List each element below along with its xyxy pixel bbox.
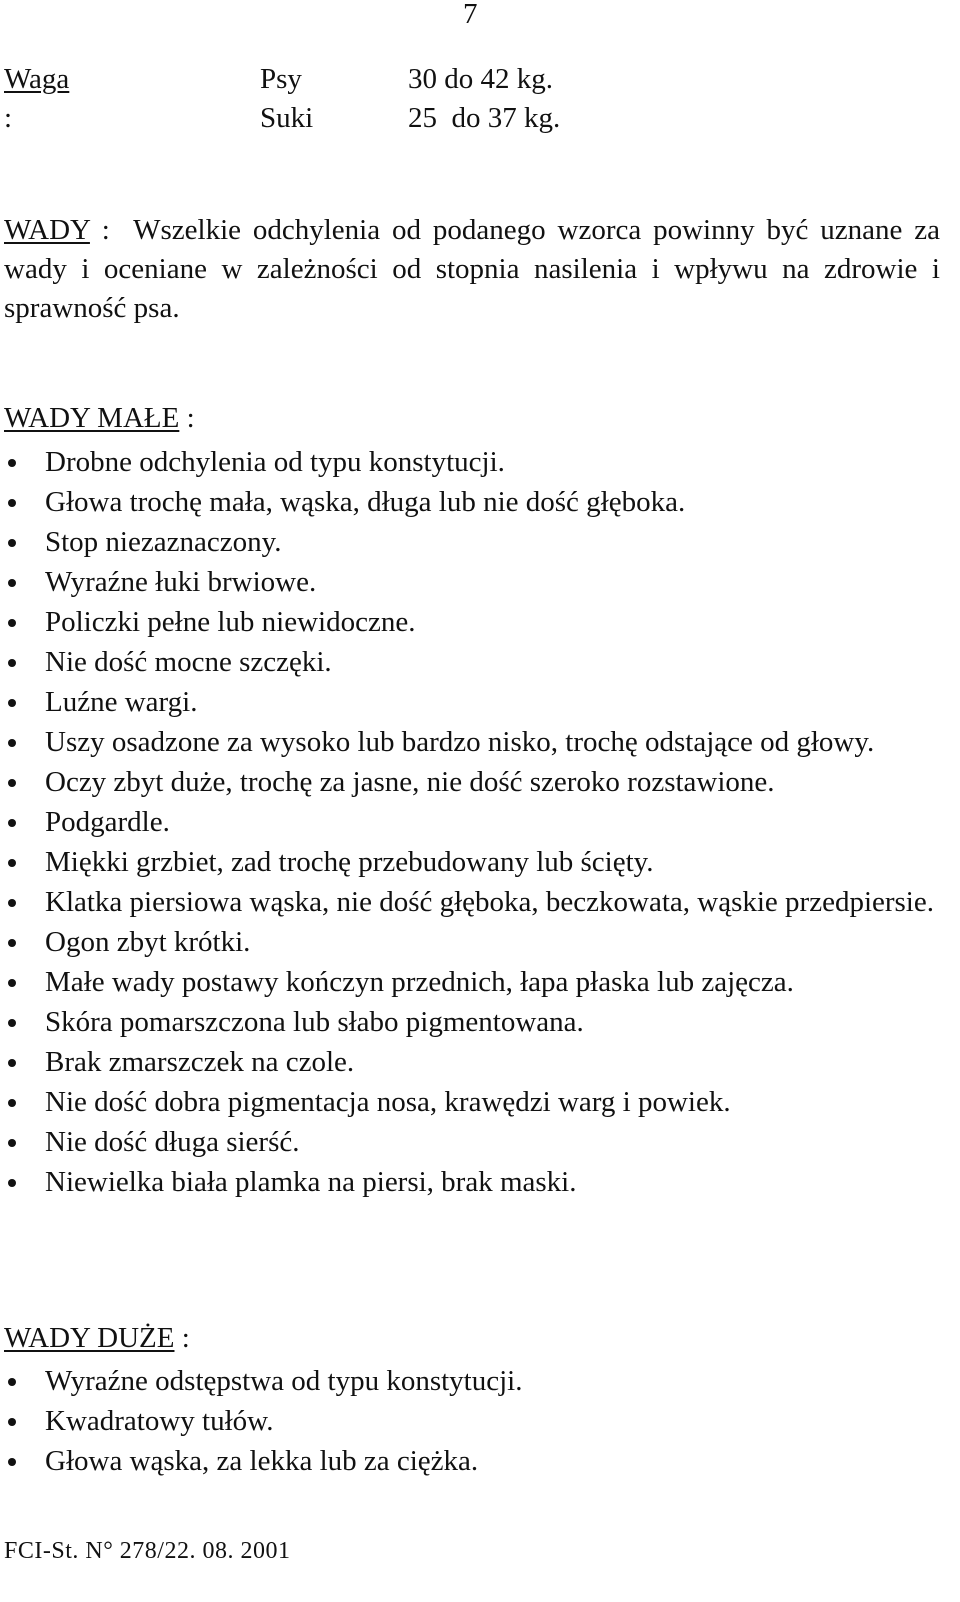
major-faults-separator: : [174, 1322, 190, 1354]
list-item [0, 602, 942, 642]
bullet-icon [8, 659, 16, 667]
bullet-icon [8, 1019, 16, 1027]
bullet-icon [8, 1458, 16, 1466]
list-item [0, 1162, 942, 1202]
bullet-icon [8, 579, 16, 587]
bullet-icon [8, 1418, 16, 1426]
bullet-icon [8, 899, 16, 907]
page-number: 7 [463, 0, 478, 30]
weight-label-wrap [4, 60, 69, 138]
list-item-text: Nie dość mocne szczęki. [45, 646, 332, 678]
list-item-text: Głowa wąska, za lekka lub za ciężka. [45, 1445, 479, 1477]
bullet-icon [8, 1378, 16, 1386]
list-item [0, 562, 942, 602]
list-item [0, 762, 942, 802]
minor-faults-list [0, 442, 942, 1202]
list-item-text: Podgardle. [45, 806, 170, 838]
major-faults-heading-wrap [4, 1319, 190, 1358]
list-item [0, 1042, 942, 1082]
bullet-icon [8, 1059, 16, 1067]
bullet-icon [8, 499, 16, 507]
bullet-icon [8, 459, 16, 467]
list-item [0, 842, 942, 882]
list-item [0, 1002, 942, 1042]
list-item-text: Ogon zbyt krótki. [45, 926, 251, 958]
list-item-text: Miękki grzbiet, zad trochę przebudowany lub ścięty. [45, 846, 654, 878]
list-item-text: Luźne wargi. [45, 686, 198, 718]
list-item-text: Niewielka biała plamka na piersi, brak maski. [45, 1166, 577, 1198]
list-item [0, 1401, 942, 1441]
list-item [0, 682, 942, 722]
weight-range-dogs: 30 do 42 kg. [408, 63, 553, 95]
bullet-icon [8, 939, 16, 947]
list-item [0, 962, 942, 1002]
list-item [0, 802, 942, 842]
list-item [0, 722, 942, 762]
list-item-text: Wyraźne łuki brwiowe. [45, 566, 317, 598]
minor-faults-separator: : [179, 402, 195, 434]
minor-faults-heading: WADY MAŁE [4, 402, 180, 434]
list-item [0, 442, 942, 482]
minor-faults-heading-wrap [4, 399, 195, 438]
list-item-text: Policzki pełne lub niewidoczne. [45, 606, 416, 638]
faults-paragraph [4, 211, 940, 328]
list-item [0, 1122, 942, 1162]
bullet-icon [8, 859, 16, 867]
list-item [0, 1082, 942, 1122]
list-item-text: Oczy zbyt duże, trochę za jasne, nie dość szeroko rozstawione. [45, 766, 775, 798]
bullet-icon [8, 1139, 16, 1147]
list-item-text: Brak zmarszczek na czole. [45, 1046, 355, 1078]
bullet-icon [8, 819, 16, 827]
footer-standard-number: FCI-St. N° 278/22. 08. 2001 [4, 1538, 291, 1564]
list-item [0, 482, 942, 522]
list-item [0, 922, 942, 962]
bullet-icon [8, 739, 16, 747]
list-item-text: Małe wady postawy kończyn przednich, łapa płaska lub zajęcza. [45, 966, 794, 998]
major-faults-list [0, 1361, 942, 1481]
weight-animal-dogs: Psy [260, 63, 302, 95]
list-item [0, 522, 942, 562]
list-item-text: Uszy osadzone za wysoko lub bardzo nisko, trochę odstające od głowy. [45, 726, 875, 758]
list-item [0, 882, 942, 922]
list-item-text: Drobne odchylenia od typu konstytucji. [45, 446, 505, 478]
list-item [0, 1441, 942, 1481]
bullet-icon [8, 539, 16, 547]
weight-separator: : [4, 102, 13, 134]
bullet-icon [8, 1099, 16, 1107]
list-item-text: Skóra pomarszczona lub słabo pigmentowana. [45, 1006, 584, 1038]
weight-range-bitches: 25 do 37 kg. [408, 102, 561, 134]
list-item-text: Głowa trochę mała, wąska, długa lub nie dość głęboka. [45, 486, 686, 518]
list-item-text: Kwadratowy tułów. [45, 1405, 274, 1437]
bullet-icon [8, 699, 16, 707]
list-item-text: Klatka piersiowa wąska, nie dość głęboka, beczkowata, wąskie przedpiersie. [45, 886, 934, 918]
bullet-icon [8, 779, 16, 787]
bullet-icon [8, 619, 16, 627]
list-item-text: Stop niezaznaczony. [45, 526, 282, 558]
faults-label: WADY [4, 214, 90, 246]
list-item-text: Nie dość dobra pigmentacja nosa, krawędzi warg i powiek. [45, 1086, 731, 1118]
faults-text: Wszelkie odchylenia od podanego wzorca powinny być uznane za wady i oceniane w zależności od stopnia nasilenia i wpływu na zdrowie i sprawność psa. [4, 214, 940, 324]
weight-label: Waga [4, 63, 70, 95]
list-item-text: Nie dość długa sierść. [45, 1126, 300, 1158]
bullet-icon [8, 979, 16, 987]
bullet-icon [8, 1179, 16, 1187]
major-faults-heading: WADY DUŻE [4, 1322, 175, 1354]
list-item-text: Wyraźne odstępstwa od typu konstytucji. [45, 1365, 523, 1397]
list-item [0, 1361, 942, 1401]
list-item [0, 642, 942, 682]
weight-animal-bitches: Suki [260, 102, 314, 134]
faults-separator: : [89, 214, 134, 246]
